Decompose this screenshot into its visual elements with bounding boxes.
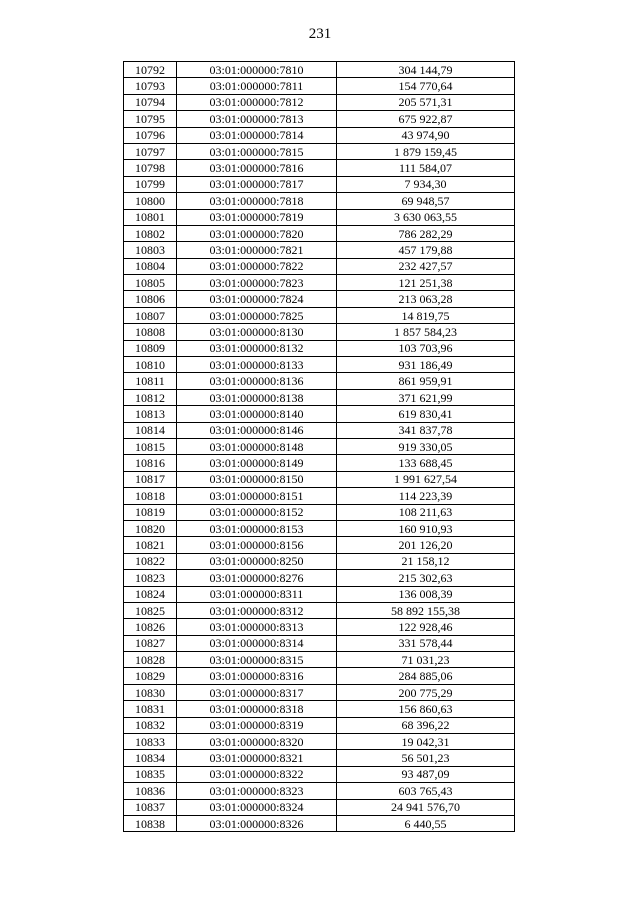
- cadastral-number-cell: 03:01:000000:8150: [177, 471, 337, 487]
- table-row: [124, 209, 515, 225]
- row-number-cell: 10824: [124, 586, 177, 602]
- row-number-cell: 10822: [124, 553, 177, 569]
- cadastral-value-cell: 457 179,88: [337, 242, 515, 258]
- table-row: [124, 488, 515, 504]
- cadastral-number-cell: 03:01:000000:8250: [177, 553, 337, 569]
- table-row: [124, 62, 515, 78]
- row-number-cell: 10834: [124, 750, 177, 766]
- cadastral-number-cell: 03:01:000000:7817: [177, 176, 337, 192]
- cadastral-number-cell: 03:01:000000:8321: [177, 750, 337, 766]
- row-number-cell: 10797: [124, 143, 177, 159]
- cadastral-value-cell: 19 042,31: [337, 734, 515, 750]
- cadastral-value-cell: 133 688,45: [337, 455, 515, 471]
- cadastral-number-cell: 03:01:000000:8146: [177, 422, 337, 438]
- cadastral-value-cell: 6 440,55: [337, 815, 515, 831]
- table-row: [124, 438, 515, 454]
- row-number-cell: 10818: [124, 488, 177, 504]
- cadastral-number-cell: 03:01:000000:8326: [177, 815, 337, 831]
- table-row: [124, 389, 515, 405]
- cadastral-value-cell: 56 501,23: [337, 750, 515, 766]
- page-number: 231: [308, 26, 332, 42]
- cadastral-number-cell: 03:01:000000:8317: [177, 684, 337, 700]
- cadastral-value-cell: 111 584,07: [337, 160, 515, 176]
- cadastral-value-cell: 14 819,75: [337, 307, 515, 323]
- table-row: [124, 635, 515, 651]
- cadastral-value-cell: 200 775,29: [337, 684, 515, 700]
- table-row: [124, 602, 515, 618]
- cadastral-value-cell: 619 830,41: [337, 406, 515, 422]
- row-number-cell: 10833: [124, 734, 177, 750]
- cadastral-number-cell: 03:01:000000:8156: [177, 537, 337, 553]
- cadastral-value-cell: 103 703,96: [337, 340, 515, 356]
- row-number-cell: 10806: [124, 291, 177, 307]
- row-number-cell: 10795: [124, 111, 177, 127]
- cadastral-number-cell: 03:01:000000:8314: [177, 635, 337, 651]
- row-number-cell: 10838: [124, 815, 177, 831]
- table-row: [124, 783, 515, 799]
- table-row: [124, 160, 515, 176]
- cadastral-value-cell: 58 892 155,38: [337, 602, 515, 618]
- cadastral-value-cell: 108 211,63: [337, 504, 515, 520]
- cadastral-number-cell: 03:01:000000:8323: [177, 783, 337, 799]
- table-row: [124, 553, 515, 569]
- row-number-cell: 10792: [124, 62, 177, 78]
- row-number-cell: 10825: [124, 602, 177, 618]
- table-row: [124, 750, 515, 766]
- table-row: [124, 504, 515, 520]
- table-row: [124, 619, 515, 635]
- table-row: [124, 471, 515, 487]
- cadastral-number-cell: 03:01:000000:8315: [177, 652, 337, 668]
- table-row: [124, 307, 515, 323]
- cadastral-number-cell: 03:01:000000:8311: [177, 586, 337, 602]
- cadastral-number-cell: 03:01:000000:8130: [177, 324, 337, 340]
- row-number-cell: 10819: [124, 504, 177, 520]
- cadastral-value-cell: 68 396,22: [337, 717, 515, 733]
- cadastral-value-cell: 3 630 063,55: [337, 209, 515, 225]
- cadastral-value-cell: 786 282,29: [337, 225, 515, 241]
- cadastral-value-cell: 284 885,06: [337, 668, 515, 684]
- row-number-cell: 10811: [124, 373, 177, 389]
- cadastral-number-cell: 03:01:000000:8136: [177, 373, 337, 389]
- cadastral-number-cell: 03:01:000000:7816: [177, 160, 337, 176]
- table-row: [124, 291, 515, 307]
- row-number-cell: 10803: [124, 242, 177, 258]
- cadastral-value-cell: 93 487,09: [337, 766, 515, 782]
- cadastral-number-cell: 03:01:000000:8313: [177, 619, 337, 635]
- cadastral-number-cell: 03:01:000000:7820: [177, 225, 337, 241]
- row-number-cell: 10810: [124, 357, 177, 373]
- cadastral-number-cell: 03:01:000000:7812: [177, 94, 337, 110]
- row-number-cell: 10814: [124, 422, 177, 438]
- cadastral-value-cell: 201 126,20: [337, 537, 515, 553]
- row-number-cell: 10827: [124, 635, 177, 651]
- cadastral-number-cell: 03:01:000000:8316: [177, 668, 337, 684]
- cadastral-number-cell: 03:01:000000:7818: [177, 193, 337, 209]
- row-number-cell: 10830: [124, 684, 177, 700]
- cadastral-number-cell: 03:01:000000:8151: [177, 488, 337, 504]
- cadastral-number-cell: 03:01:000000:7815: [177, 143, 337, 159]
- cadastral-value-cell: 71 031,23: [337, 652, 515, 668]
- row-number-cell: 10799: [124, 176, 177, 192]
- cadastral-number-cell: 03:01:000000:7814: [177, 127, 337, 143]
- cadastral-value-cell: 154 770,64: [337, 78, 515, 94]
- cadastral-number-cell: 03:01:000000:8140: [177, 406, 337, 422]
- cadastral-value-cell: 919 330,05: [337, 438, 515, 454]
- row-number-cell: 10801: [124, 209, 177, 225]
- row-number-cell: 10793: [124, 78, 177, 94]
- table-row: [124, 242, 515, 258]
- row-number-cell: 10807: [124, 307, 177, 323]
- cadastral-value-cell: 160 910,93: [337, 520, 515, 536]
- cadastral-number-cell: 03:01:000000:8138: [177, 389, 337, 405]
- row-number-cell: 10837: [124, 799, 177, 815]
- table-row: [124, 668, 515, 684]
- table-row: [124, 143, 515, 159]
- row-number-cell: 10813: [124, 406, 177, 422]
- row-number-cell: 10832: [124, 717, 177, 733]
- table-row: [124, 357, 515, 373]
- row-number-cell: 10829: [124, 668, 177, 684]
- cadastral-number-cell: 03:01:000000:7824: [177, 291, 337, 307]
- cadastral-value-cell: 1 879 159,45: [337, 143, 515, 159]
- table-row: [124, 652, 515, 668]
- cadastral-number-cell: 03:01:000000:7813: [177, 111, 337, 127]
- table-row: [124, 766, 515, 782]
- table-row: [124, 799, 515, 815]
- row-number-cell: 10836: [124, 783, 177, 799]
- table-body: [124, 62, 515, 832]
- cadastral-number-cell: 03:01:000000:8324: [177, 799, 337, 815]
- cadastral-number-cell: 03:01:000000:7822: [177, 258, 337, 274]
- table-row: [124, 94, 515, 110]
- cadastral-number-cell: 03:01:000000:7825: [177, 307, 337, 323]
- cadastral-value-cell: 21 158,12: [337, 553, 515, 569]
- cadastral-value-cell: 215 302,63: [337, 570, 515, 586]
- cadastral-number-cell: 03:01:000000:8133: [177, 357, 337, 373]
- cadastral-value-cell: 205 571,31: [337, 94, 515, 110]
- cadastral-value-cell: 1 991 627,54: [337, 471, 515, 487]
- cadastral-value-cell: 232 427,57: [337, 258, 515, 274]
- table-row: [124, 537, 515, 553]
- row-number-cell: 10828: [124, 652, 177, 668]
- row-number-cell: 10808: [124, 324, 177, 340]
- cadastral-number-cell: 03:01:000000:8276: [177, 570, 337, 586]
- table-row: [124, 193, 515, 209]
- cadastral-number-cell: 03:01:000000:8322: [177, 766, 337, 782]
- row-number-cell: 10800: [124, 193, 177, 209]
- cadastral-number-cell: 03:01:000000:8132: [177, 340, 337, 356]
- cadastral-value-cell: 156 860,63: [337, 701, 515, 717]
- cadastral-value-cell: 331 578,44: [337, 635, 515, 651]
- cadastral-number-cell: 03:01:000000:8148: [177, 438, 337, 454]
- row-number-cell: 10798: [124, 160, 177, 176]
- cadastral-number-cell: 03:01:000000:8152: [177, 504, 337, 520]
- row-number-cell: 10826: [124, 619, 177, 635]
- cadastral-number-cell: 03:01:000000:7821: [177, 242, 337, 258]
- table-row: [124, 111, 515, 127]
- cadastral-number-cell: 03:01:000000:8318: [177, 701, 337, 717]
- table-row: [124, 127, 515, 143]
- table-row: [124, 406, 515, 422]
- table-row: [124, 373, 515, 389]
- table-row: [124, 340, 515, 356]
- row-number-cell: 10817: [124, 471, 177, 487]
- table-row: [124, 225, 515, 241]
- table-row: [124, 78, 515, 94]
- cadastral-value-cell: 136 008,39: [337, 586, 515, 602]
- cadastral-number-cell: 03:01:000000:8319: [177, 717, 337, 733]
- row-number-cell: 10804: [124, 258, 177, 274]
- cadastral-value-table: [123, 61, 515, 832]
- cadastral-value-cell: 675 922,87: [337, 111, 515, 127]
- cadastral-value-cell: 114 223,39: [337, 488, 515, 504]
- row-number-cell: 10823: [124, 570, 177, 586]
- row-number-cell: 10805: [124, 275, 177, 291]
- table-row: [124, 422, 515, 438]
- row-number-cell: 10809: [124, 340, 177, 356]
- row-number-cell: 10815: [124, 438, 177, 454]
- cadastral-value-cell: 24 941 576,70: [337, 799, 515, 815]
- row-number-cell: 10796: [124, 127, 177, 143]
- table-row: [124, 815, 515, 831]
- row-number-cell: 10812: [124, 389, 177, 405]
- row-number-cell: 10794: [124, 94, 177, 110]
- cadastral-value-cell: 304 144,79: [337, 62, 515, 78]
- row-number-cell: 10802: [124, 225, 177, 241]
- cadastral-number-cell: 03:01:000000:8149: [177, 455, 337, 471]
- cadastral-value-cell: 861 959,91: [337, 373, 515, 389]
- table-row: [124, 455, 515, 471]
- cadastral-value-cell: 7 934,30: [337, 176, 515, 192]
- table-row: [124, 258, 515, 274]
- cadastral-value-cell: 931 186,49: [337, 357, 515, 373]
- table-row: [124, 570, 515, 586]
- cadastral-value-cell: 43 974,90: [337, 127, 515, 143]
- table-row: [124, 520, 515, 536]
- table-row: [124, 176, 515, 192]
- row-number-cell: 10831: [124, 701, 177, 717]
- cadastral-number-cell: 03:01:000000:8320: [177, 734, 337, 750]
- cadastral-number-cell: 03:01:000000:7810: [177, 62, 337, 78]
- table-row: [124, 275, 515, 291]
- cadastral-number-cell: 03:01:000000:8312: [177, 602, 337, 618]
- table-row: [124, 684, 515, 700]
- cadastral-number-cell: 03:01:000000:8153: [177, 520, 337, 536]
- row-number-cell: 10820: [124, 520, 177, 536]
- table-row: [124, 734, 515, 750]
- cadastral-number-cell: 03:01:000000:7823: [177, 275, 337, 291]
- cadastral-value-cell: 121 251,38: [337, 275, 515, 291]
- cadastral-number-cell: 03:01:000000:7819: [177, 209, 337, 225]
- row-number-cell: 10821: [124, 537, 177, 553]
- table-row: [124, 324, 515, 340]
- row-number-cell: 10816: [124, 455, 177, 471]
- table-row: [124, 586, 515, 602]
- cadastral-value-cell: 69 948,57: [337, 193, 515, 209]
- table-row: [124, 701, 515, 717]
- cadastral-value-cell: 603 765,43: [337, 783, 515, 799]
- cadastral-number-cell: 03:01:000000:7811: [177, 78, 337, 94]
- cadastral-value-cell: 213 063,28: [337, 291, 515, 307]
- cadastral-value-cell: 371 621,99: [337, 389, 515, 405]
- table-row: [124, 717, 515, 733]
- cadastral-value-cell: 341 837,78: [337, 422, 515, 438]
- row-number-cell: 10835: [124, 766, 177, 782]
- cadastral-value-cell: 122 928,46: [337, 619, 515, 635]
- cadastral-value-cell: 1 857 584,23: [337, 324, 515, 340]
